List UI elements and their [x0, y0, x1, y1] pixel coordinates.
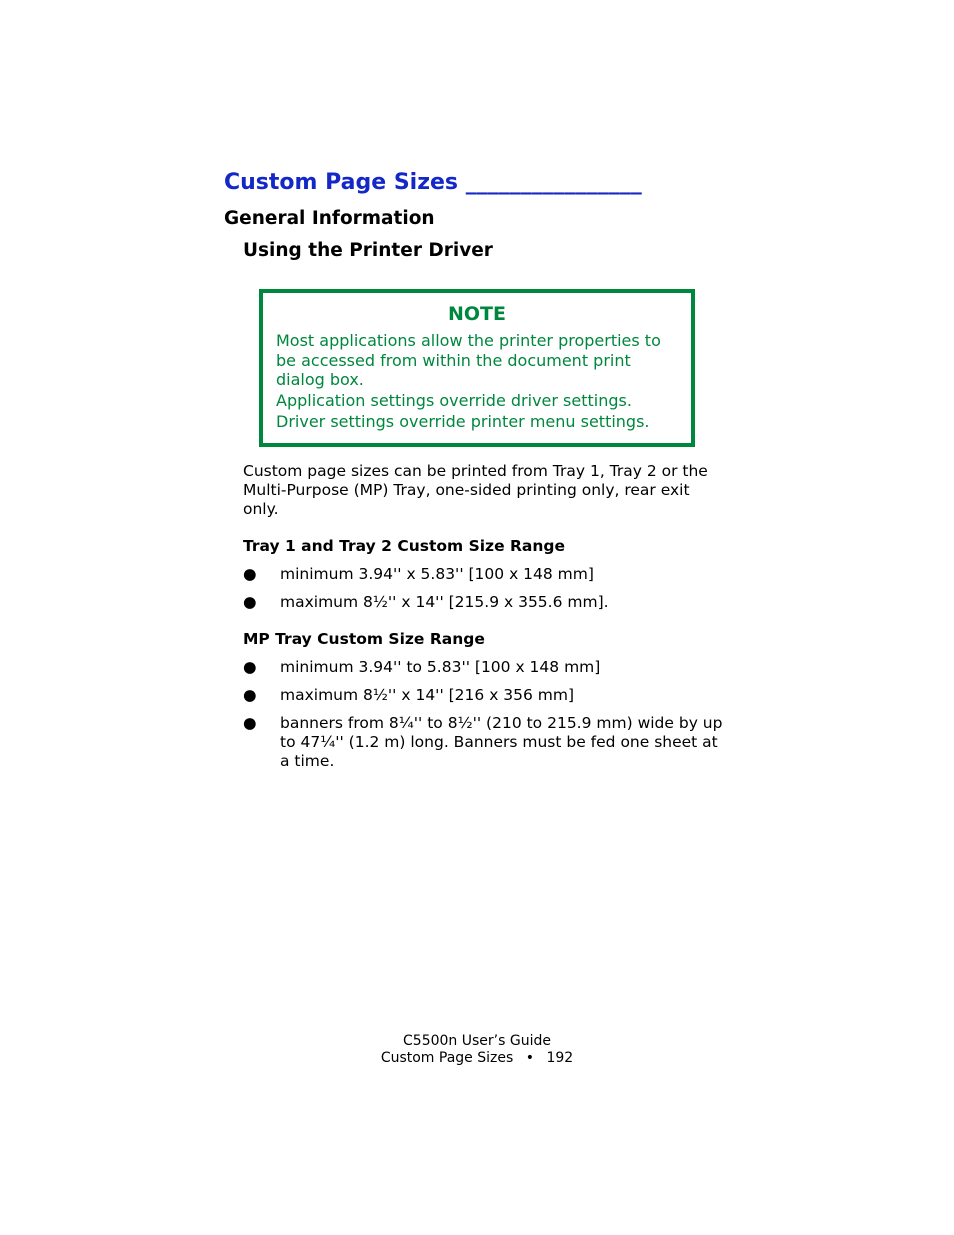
list-item: [243, 593, 729, 612]
list-item: [243, 565, 729, 584]
list-item: [243, 686, 729, 705]
section-heading: General Information: [224, 208, 435, 229]
footer-section-name: Custom Page Sizes: [380, 1050, 514, 1066]
footer-page-number: 192: [546, 1050, 574, 1066]
tray12-list: [243, 565, 729, 621]
note-line-2: Application settings override driver settings.: [276, 391, 632, 410]
bullet-icon: ●: [243, 593, 257, 611]
bullet-icon: ●: [243, 565, 257, 583]
footer-page-info: [0, 1050, 954, 1067]
note-line-3: Driver settings override printer menu settings.: [276, 412, 650, 431]
list-item: [243, 714, 729, 771]
footer-separator: •: [525, 1050, 534, 1066]
note-box: [259, 289, 695, 447]
bullet-icon: ●: [243, 658, 257, 676]
bullet-icon: ●: [243, 714, 257, 732]
list-item-text: minimum 3.94'' to 5.83'' [100 x 148 mm]: [280, 658, 601, 676]
list-item-text: maximum 8½'' x 14'' [216 x 356 mm]: [280, 686, 575, 704]
list-item-text: banners from 8¼'' to 8½'' (210 to 215.9 mm) wide by up to 47¼'' (1.2 m) long. Banners must be fed one sheet at a time.: [280, 714, 723, 770]
list-item-text: maximum 8½'' x 14'' [215.9 x 355.6 mm].: [280, 593, 609, 611]
note-content: [276, 331, 681, 432]
footer-guide-name: C5500n User’s Guide: [403, 1033, 551, 1049]
list-item-text: minimum 3.94'' x 5.83'' [100 x 148 mm]: [280, 565, 594, 583]
mptray-list: [243, 658, 729, 780]
note-paragraph: Most applications allow the printer properties to be accessed from within the document print dialog box.: [276, 331, 661, 389]
tray12-heading: Tray 1 and Tray 2 Custom Size Range: [243, 537, 566, 555]
intro-paragraph: Custom page sizes can be printed from Tray 1, Tray 2 or the Multi-Purpose (MP) Tray, one-sided printing only, rear exit only.: [243, 462, 708, 518]
mptray-heading: MP Tray Custom Size Range: [243, 630, 485, 648]
list-item: [243, 658, 729, 677]
bullet-icon: ●: [243, 686, 257, 704]
subsection-heading: Using the Printer Driver: [243, 240, 493, 261]
chapter-title: Custom Page Sizes ________________: [224, 170, 642, 195]
note-title: NOTE: [448, 303, 506, 325]
